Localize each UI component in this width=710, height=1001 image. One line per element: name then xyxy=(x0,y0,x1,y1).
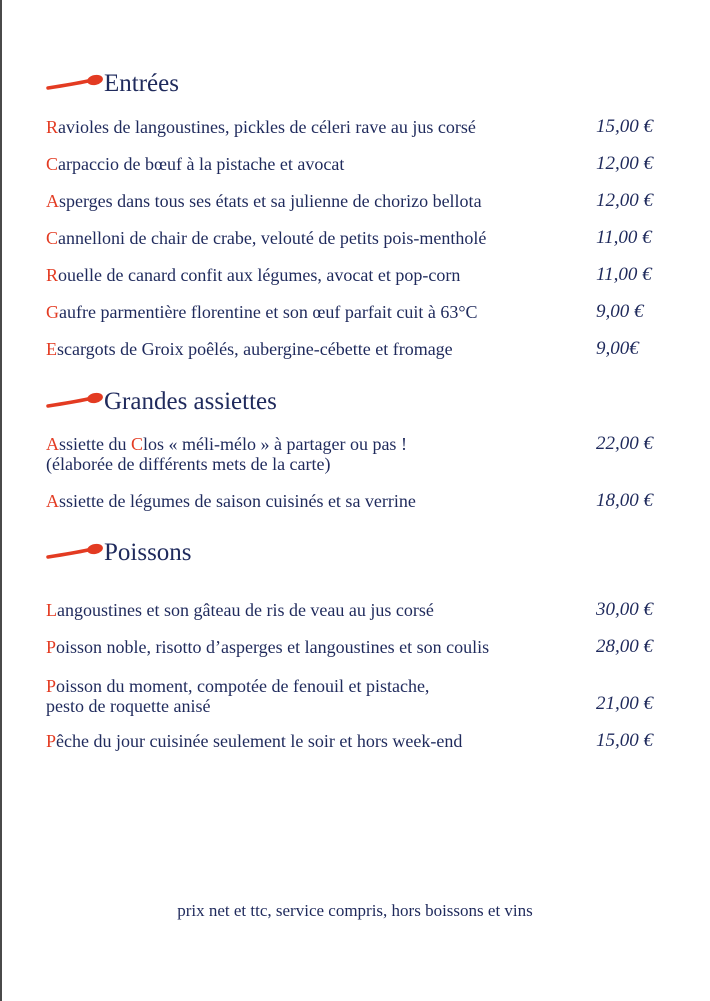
footer-note: prix net et ttc, service compris, hors boissons et vins xyxy=(177,901,533,920)
item-price: 21,00 € xyxy=(596,693,653,714)
item-price: 9,00€ xyxy=(596,338,639,359)
page-edge xyxy=(0,0,2,1001)
spoon-icon xyxy=(46,72,104,94)
item-price: 12,00 € xyxy=(596,190,653,211)
item-price: 22,00 € xyxy=(596,433,653,454)
menu-item: Gaufre parmentière florentine et son œuf parfait cuit à 63°C 9,00 € xyxy=(46,301,644,322)
menu-item: Poisson noble, risotto d’asperges et langoustines et son coulis 28,00 € xyxy=(46,636,653,657)
item-price: 28,00 € xyxy=(596,636,653,657)
item-price: 11,00 € xyxy=(596,264,652,285)
menu-item: Assiette du Clos « méli-mélo » à partager ou pas ! (élaborée de différents mets de la carte) 22,00 € xyxy=(46,433,653,474)
section-header-entrees xyxy=(46,66,179,100)
item-price: 12,00 € xyxy=(596,153,653,174)
spoon-icon xyxy=(46,390,104,412)
menu-item: Carpaccio de bœuf à la pistache et avocat 12,00 € xyxy=(46,153,653,174)
menu-item: Pêche du jour cuisinée seulement le soir et hors week-end 15,00 € xyxy=(46,730,653,751)
menu-item: Rouelle de canard confit aux légumes, avocat et pop-corn 11,00 € xyxy=(46,264,652,285)
item-price: 18,00 € xyxy=(596,490,653,511)
menu-item: Assiette de légumes de saison cuisinés et sa verrine 18,00 € xyxy=(46,490,653,511)
menu-item: Ravioles de langoustines, pickles de céleri rave au jus corsé 15,00 € xyxy=(46,116,653,137)
item-price: 30,00 € xyxy=(596,599,653,620)
section-title: Poissons xyxy=(104,538,192,566)
item-price: 11,00 € xyxy=(596,227,652,248)
item-price: 15,00 € xyxy=(596,730,653,751)
section-header-grandes-assiettes xyxy=(46,384,277,418)
section-header-poissons xyxy=(46,535,192,569)
menu-item: Poisson du moment, compotée de fenouil et pistache, pesto de roquette anisé 21,00 € xyxy=(46,676,653,716)
item-price: 15,00 € xyxy=(596,116,653,137)
menu-item: Cannelloni de chair de crabe, velouté de petits pois-mentholé 11,00 € xyxy=(46,227,652,248)
menu-item: Asperges dans tous ses états et sa julienne de chorizo bellota 12,00 € xyxy=(46,190,653,211)
spoon-icon xyxy=(46,541,104,563)
section-title: Entrées xyxy=(104,69,179,97)
menu-item: Langoustines et son gâteau de ris de veau au jus corsé 30,00 € xyxy=(46,599,653,620)
section-title: Grandes assiettes xyxy=(104,387,277,415)
item-price: 9,00 € xyxy=(596,301,644,322)
menu-item: Escargots de Groix poêlés, aubergine-cébette et fromage 9,00€ xyxy=(46,338,639,359)
